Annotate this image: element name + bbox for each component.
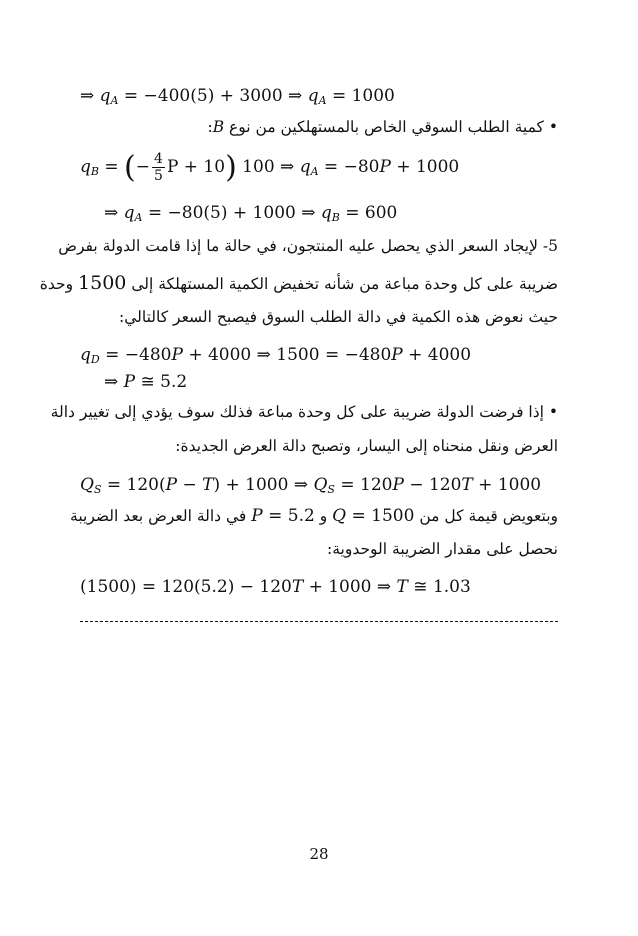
equation-tax: (1500) = 120(5.2) − 120T + 1000 ⇒ T ≅ 1.03 (80, 577, 471, 597)
substitution-line2: نحصل على مقدار الضريبة الوحدوية: (327, 540, 558, 558)
separator-rule (80, 621, 558, 622)
equation-qd: $q_D = -480P + 4000$ ⇒ 1500 = −480P + 4000 (80, 345, 472, 366)
equation-supply: $Q_S = 120(P - T) + 1000$ ⇒ $Q_S = 120P - 120T + 1000$ (80, 475, 542, 496)
equation-qa: ⇒ $q_A = -400(5) + 3000$ ⇒ $q_A = 1000$ (80, 86, 395, 107)
bullet-tax-line2: العرض ونقل منحناه إلى اليسار، وتصبح دالة العرض الجديدة: (175, 437, 558, 455)
item5-line1: 5- لإيجاد السعر الذي يحصل عليه المنتجون، في حالة ما إذا قامت الدولة بفرض (58, 237, 558, 255)
item5-line2: ضريبة على كل وحدة مباعة من شأنه تخفيض الكمية المستهلكة إلى 1500 وحدة (39, 272, 558, 294)
bullet-demand-b: • كمية الطلب السوقي الخاص بالمستهلكين من نوع B: (207, 118, 558, 136)
substitution-line: وبتعويض قيمة كل من Q = 1500 و P = 5.2 في دالة العرض بعد الضريبة (70, 506, 558, 526)
equation-qb-result: ⇒ $q_A = -80(5) + 1000$ ⇒ $q_B = 600$ (104, 203, 398, 224)
equation-qb: $q_B$ = (− $\frac{4}{5}$ P + 10) 100 ⇒ $q_A = -80P + 1000$ (80, 150, 460, 185)
equation-price: ⇒ P ≅ 5.2 (104, 372, 188, 392)
item5-line3: حيث نعوض هذه الكمية في دالة الطلب السوق فيصبح السعر كالتالي: (119, 308, 558, 326)
bullet-tax-line1: • إذا فرضت الدولة ضريبة على كل وحدة مباعة فذلك سوف يؤدي إلى تغيير دالة (50, 403, 558, 421)
page-number: 28 (309, 845, 329, 863)
